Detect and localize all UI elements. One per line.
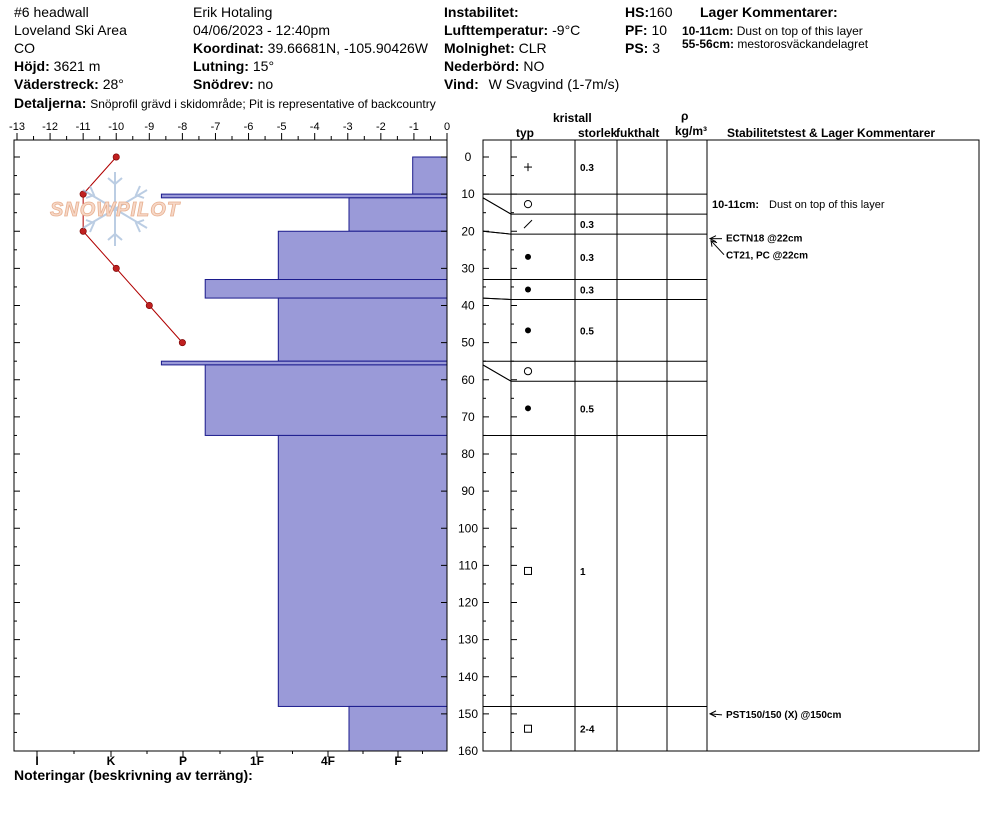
stability-test-text: ECTN18 @22cm [726, 233, 803, 245]
stability-header: Stabilitetstest & Lager Kommentarer [727, 126, 936, 140]
depth-tick-label: 30 [461, 261, 475, 276]
temp-tick-label: -13 [9, 121, 25, 133]
stability-test [710, 710, 841, 721]
layer-comments-title: Lager Kommentarer: [700, 4, 838, 20]
elevation-value: 3621 m [53, 58, 101, 74]
depth-tick-label: 160 [457, 744, 479, 758]
depth-tick-label: 80 [461, 447, 475, 461]
grain-size: 1 [580, 566, 586, 578]
sky-value: CLR [518, 40, 547, 56]
hs-value: 160 [649, 4, 673, 20]
pit-name: #6 headwall [14, 4, 89, 20]
depth-tick-label: 150 [457, 706, 479, 721]
layer-table [483, 140, 979, 751]
stability-notes [710, 199, 885, 721]
grain-size: 0.3 [580, 252, 594, 264]
grain-size: 0.5 [580, 404, 594, 416]
ps-label: PS: [625, 40, 649, 56]
notes-label: Noteringar (beskrivning av terräng): [14, 767, 253, 783]
temperature-point [146, 302, 152, 308]
table-connector [483, 231, 511, 234]
hardness-bars [161, 157, 447, 751]
precip-value: NO [523, 58, 545, 74]
depth-tick-label: 50 [461, 335, 475, 350]
grain-dot-icon [525, 327, 531, 333]
hardness-bar [205, 280, 447, 299]
depth-tick-label: 90 [461, 484, 475, 499]
grain-size: 0.3 [580, 163, 594, 175]
temp-tick-label: -11 [75, 121, 91, 133]
grain-plus-icon [524, 163, 532, 171]
elevation-label: Höjd: [14, 58, 50, 74]
size-header: storlek [578, 126, 618, 140]
hardness-bar [161, 361, 447, 365]
temp-tick-label: -6 [243, 121, 254, 133]
logo-text: SNOWPILOT [49, 199, 181, 221]
hardness-bar [413, 157, 447, 194]
grain-size: 0.3 [580, 220, 594, 232]
ps-value: 3 [652, 40, 661, 56]
hardness-bar [349, 706, 447, 751]
hardness-tick-label: 4F [320, 754, 336, 768]
hardness-bar [205, 365, 447, 436]
temp-tick-label: -10 [108, 121, 125, 133]
depth-tick-label: 110 [458, 558, 478, 573]
layer-comment-range: 10-11cm: [682, 24, 734, 38]
hardness-bar [278, 435, 447, 706]
pf-value: 10 [651, 22, 668, 38]
grain-circle-icon [524, 201, 531, 208]
depth-tick-label: 60 [461, 372, 475, 387]
slope-label: Lutning: [193, 58, 249, 74]
wind-load-label: Snödrev: [193, 76, 254, 92]
wind-load-value: no [257, 76, 274, 92]
depth-tick-label: 100 [457, 521, 479, 536]
temp-tick-label: -4 [309, 121, 320, 133]
depth-tick-label: 40 [461, 298, 475, 313]
temp-tick-label: -3 [342, 121, 353, 133]
grain-size: 0.3 [580, 285, 594, 297]
density-symbol: ρ [681, 109, 689, 123]
slope-value: 15° [252, 58, 275, 74]
hardness-tick-label: 1F [249, 754, 265, 768]
observer: Erik Hotaling [193, 4, 273, 20]
sky-label: Molnighet: [444, 40, 515, 56]
moisture-header: fukthalt [616, 126, 660, 140]
type-header: typ [516, 126, 534, 140]
temp-tick-label: -2 [375, 121, 386, 133]
crystal-header: kristall [553, 111, 592, 125]
grain-square-icon [525, 567, 532, 574]
hardness-bar [278, 231, 447, 279]
location: Loveland Ski Area [14, 22, 127, 38]
coordinate-value: 39.66681N, -105.90426W [267, 40, 428, 56]
hardness-bar [161, 194, 447, 198]
datetime: 04/06/2023 - 12:40pm [193, 22, 330, 38]
depth-tick-label: 10 [461, 187, 475, 202]
hardness-tick-label: F [394, 754, 402, 768]
layer-comment-text: Dust on top of this layer [736, 24, 863, 38]
hs-label: HS: [625, 4, 650, 20]
depth-tick-label: 130 [457, 632, 479, 647]
snowpilot-logo [38, 170, 193, 248]
hardness-bar [349, 198, 447, 231]
temp-tick-label: -7 [210, 121, 221, 133]
table-connector [483, 198, 511, 214]
grain-square-icon [525, 725, 532, 732]
grain-size: 2-4 [580, 724, 595, 736]
grain-dot-icon [525, 287, 531, 293]
hardness-bar [278, 298, 447, 361]
table-connector [483, 298, 511, 299]
grain-circle-icon [524, 368, 531, 375]
grain-dot-icon [525, 405, 531, 411]
layer-note-text: Dust on top of this layer [769, 199, 885, 212]
details-value: Snöprofil grävd i skidområde; Pit is representative of backcountry [90, 97, 436, 111]
airtemp-value: -9°C [552, 22, 581, 38]
depth-tick-label: 20 [461, 224, 475, 239]
temperature-point [113, 265, 119, 271]
details-label: Detaljerna: [14, 95, 87, 111]
stability-arrow-line [711, 241, 724, 255]
aspect-value: 28° [102, 76, 124, 92]
temp-tick-label: -9 [144, 121, 155, 133]
depth-tick-label: 140 [457, 669, 479, 684]
wind-label: Vind: [444, 76, 479, 92]
temp-tick-label: -1 [409, 121, 419, 133]
density-unit: kg/m³ [675, 124, 708, 138]
pf-label: PF: [625, 22, 648, 38]
depth-tick-label: 0 [464, 150, 472, 164]
hardness-tick-label: P [178, 754, 188, 768]
grain-slash-icon [524, 220, 532, 228]
stability-test-text: PST150/150 (X) @150cm [726, 709, 842, 721]
grain-dot-icon [525, 254, 531, 260]
temp-tick-label: -5 [276, 121, 287, 133]
stability-test-text: CT21, PC @22cm [726, 250, 809, 262]
layer-note-range: 10-11cm: [712, 199, 760, 212]
table-frame [483, 140, 979, 751]
aspect-label: Väderstreck: [14, 76, 99, 92]
layer-comment-text: mestorosväckandelagret [737, 37, 869, 51]
temperature-point [113, 154, 119, 160]
temp-tick-label: -12 [42, 121, 59, 133]
layer-comment-range: 55-56cm: [682, 37, 735, 51]
precip-label: Nederbörd: [444, 58, 520, 74]
temp-tick-label: 0 [443, 121, 451, 133]
hardness-tick-label: I [35, 754, 39, 768]
hardness-tick-label: K [106, 754, 116, 768]
temperature-point [179, 339, 185, 345]
wind-value: W Svagvind (1-7m/s) [488, 76, 620, 92]
instability-label: Instabilitet: [444, 4, 519, 20]
stability-test [710, 234, 803, 245]
coordinate-label: Koordinat: [193, 40, 264, 56]
state: CO [14, 40, 35, 56]
temp-tick-label: -8 [177, 121, 188, 133]
table-connector [483, 365, 511, 381]
depth-tick-label: 120 [457, 595, 479, 610]
grain-size: 0.5 [580, 326, 594, 338]
airtemp-label: Lufttemperatur: [444, 22, 549, 38]
depth-tick-label: 70 [461, 409, 475, 424]
